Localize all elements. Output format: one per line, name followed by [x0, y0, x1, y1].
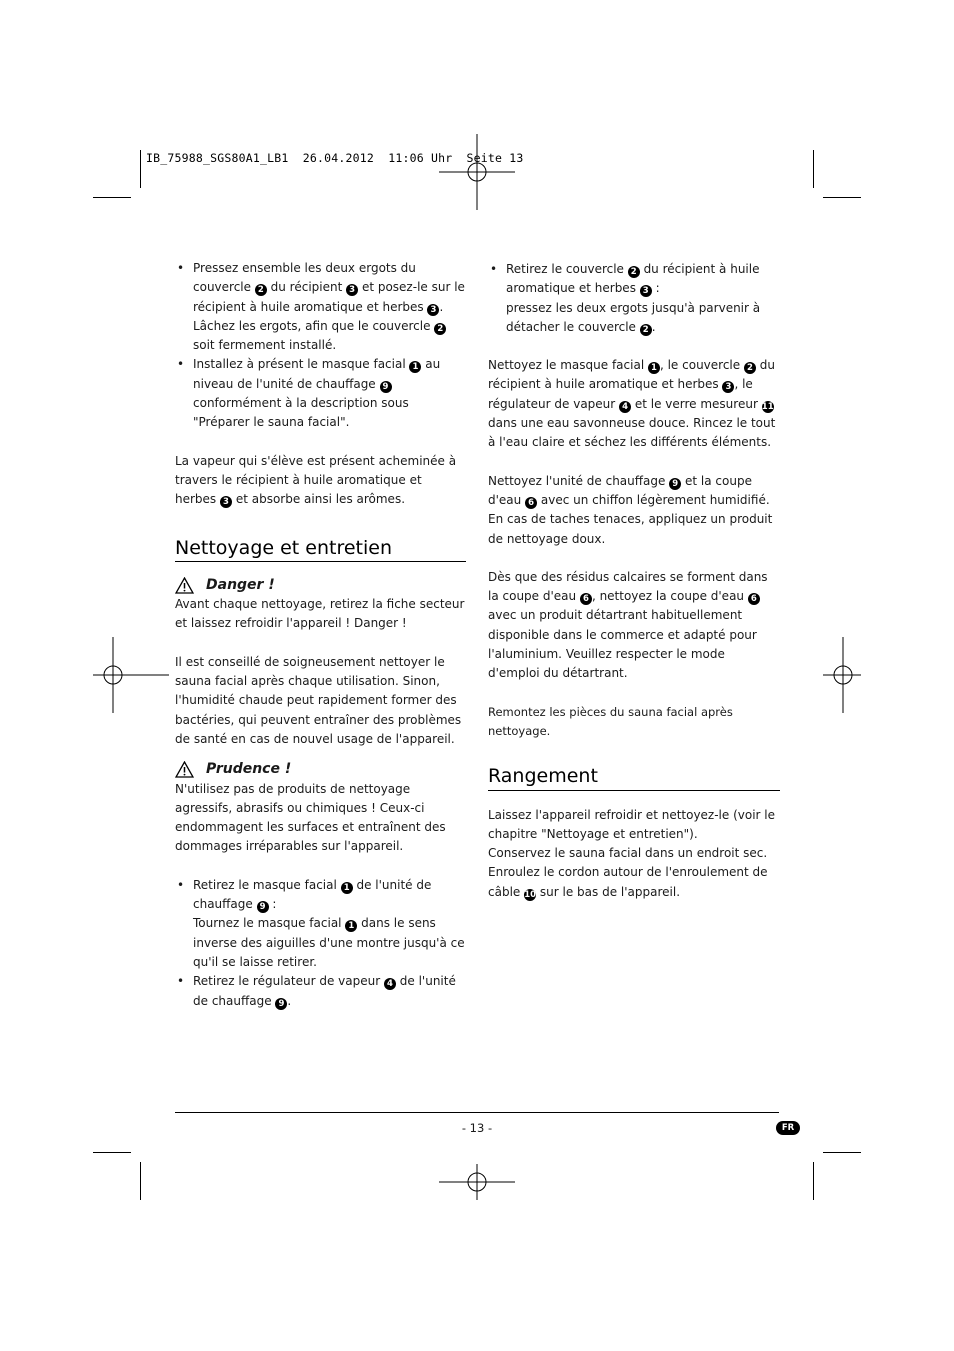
reference-number-badge: 1 — [648, 362, 660, 374]
crop-mark — [140, 150, 141, 188]
paragraph-unite: Nettoyez l'unité de chauffage 9 et la coupe d'eau 6 avec un chiffon légèrement humidifié. En cas de taches tenaces, appliquez un produit de nettoyage doux. — [488, 473, 773, 546]
reference-number-badge: 9 — [257, 901, 269, 913]
reference-number-badge: 1 — [409, 361, 421, 373]
crop-mark — [93, 197, 131, 198]
reference-number-badge: 3 — [427, 304, 439, 316]
reference-number-badge: 2 — [255, 284, 267, 296]
reference-number-badge: 11 — [761, 401, 774, 412]
reference-number-badge: 3 — [220, 496, 232, 508]
right-column — [488, 260, 780, 902]
language-badge: FR — [776, 1121, 800, 1135]
heading-rangement: Rangement — [488, 767, 780, 790]
crop-mark — [140, 1162, 141, 1200]
reference-number-badge: 6 — [748, 593, 760, 605]
left-column — [175, 259, 466, 1011]
reference-number-badge: 9 — [669, 478, 681, 490]
reference-number-badge: 2 — [744, 362, 756, 374]
reference-number-badge: 9 — [275, 998, 287, 1010]
reference-number-badge: 10 — [524, 889, 537, 900]
crop-mark — [823, 197, 861, 198]
danger-notice — [175, 576, 466, 595]
reference-number-badge: 9 — [380, 381, 392, 393]
paragraph-masque: Nettoyez le masque facial 1 , le couvercle 2 du récipient à huile aromatique et herbes 3 , le régulateur de vapeur 4 et le verre mesureur 11 dans une eau savonneuse douce. Rincez le tout à l'eau claire et séchez les différents éléments. — [488, 358, 776, 450]
prudence-text: N'utilisez pas de produits de nettoyage agressifs, abrasifs ou chimiques ! Ceux-ci endommagent les surfaces et entraînent des dommages irréparables sur l'appareil. — [175, 781, 446, 854]
registration-mark-left — [93, 637, 169, 713]
page-number: - 13 - — [461, 1121, 493, 1135]
registration-mark-bottom — [439, 1144, 515, 1220]
reference-number-badge: 4 — [384, 978, 396, 990]
reference-number-badge: 4 — [619, 401, 631, 413]
reference-number-badge: 3 — [640, 285, 652, 297]
paragraph-rangement: Laissez l'appareil refroidir et nettoyez-le (voir le chapitre "Nettoyage et entretien"). Conservez le sauna facial dans un endroit sec. Enroulez le cordon autour de l'enroulement de câble 10 sur le bas de l'appareil. — [488, 807, 776, 900]
reference-number-badge: 3 — [346, 284, 358, 296]
reference-number-badge: 6 — [525, 497, 537, 509]
bullet-item: • Pressez ensemble les deux ergots du couvercle 2 du récipient 3 et posez-le sur le récipient à huile aromatique et herbes 3 . Lâchez les ergots, afin que le couvercle 2 soit fermement installé. — [175, 259, 466, 355]
reference-number-badge: 3 — [722, 381, 734, 393]
reference-number-badge: 2 — [640, 324, 652, 336]
bullet-item: • Retirez le couvercle 2 du récipient à huile aromatique et herbes 3 : pressez les deux ergots jusqu'à parvenir à détacher le couvercle 2 . — [488, 260, 780, 337]
paragraph-conseil: Il est conseillé de soigneusement nettoyer le sauna facial après chaque utilisation. Sinon, l'humidité chaude peut rapidement former des bactéries, qui peuvent entraîner des problèmes de santé en cas de nouvel usage de l'appareil. — [175, 654, 462, 746]
footer-rule — [175, 1112, 779, 1113]
bullet-item: • Installez à présent le masque facial 1 au niveau de l'unité de chauffage 9 conformément à la description sous "Préparer le sauna facial". — [175, 355, 466, 432]
reference-number-badge: 2 — [628, 266, 640, 278]
paragraph-calcaire: Dès que des résidus calcaires se forment dans la coupe d'eau 6 , nettoyez la coupe d'eau 6 avec un produit détartrant habituellement disponible dans le commerce et adapté pour l'aluminium. Veuillez respecter le mode d'emploi du détartrant. — [488, 569, 768, 681]
bullet-item: • Retirez le masque facial 1 de l'unité de chauffage 9 : Tournez le masque facial 1 dans le sens inverse des aiguilles d'une montre jusqu'à ce qu'il se laisse retirer. — [175, 876, 466, 972]
crop-mark — [813, 150, 814, 188]
crop-mark — [813, 1162, 814, 1200]
print-slug: IB_75988_SGS80A1_LB1 26.04.2012 11:06 Uhr Seite 13 — [146, 151, 524, 165]
danger-text: Avant chaque nettoyage, retirez la fiche secteur et laissez refroidir l'appareil ! Danger ! — [175, 597, 465, 631]
reference-number-badge: 2 — [434, 323, 446, 335]
registration-mark-top — [439, 134, 515, 210]
paragraph-vapour: La vapeur qui s'élève est présent acheminée à travers le récipient à huile aromatique et herbes 3 et absorbe ainsi les arômes. — [175, 453, 457, 508]
bullet-list-disassembly — [175, 876, 466, 1011]
reference-number-badge: 6 — [580, 593, 592, 605]
bullet-list-assembly — [175, 259, 466, 433]
registration-mark-right — [823, 637, 899, 713]
crop-mark — [93, 1152, 131, 1153]
danger-title: Danger ! — [206, 576, 275, 593]
bullet-list-lid — [488, 260, 780, 337]
warning-triangle-icon — [175, 761, 194, 778]
crop-mark — [823, 1152, 861, 1153]
prudence-title: Prudence ! — [206, 761, 292, 778]
reference-number-badge: 1 — [345, 920, 357, 932]
prudence-notice — [175, 760, 466, 779]
heading-nettoyage: Nettoyage et entretien — [175, 539, 466, 562]
reference-number-badge: 1 — [341, 882, 353, 894]
warning-triangle-icon — [175, 577, 194, 594]
bullet-item: • Retirez le régulateur de vapeur 4 de l'unité de chauffage 9 . — [175, 972, 466, 1011]
paragraph-remontez: Remontez les pièces du sauna facial après nettoyage. — [488, 704, 733, 738]
